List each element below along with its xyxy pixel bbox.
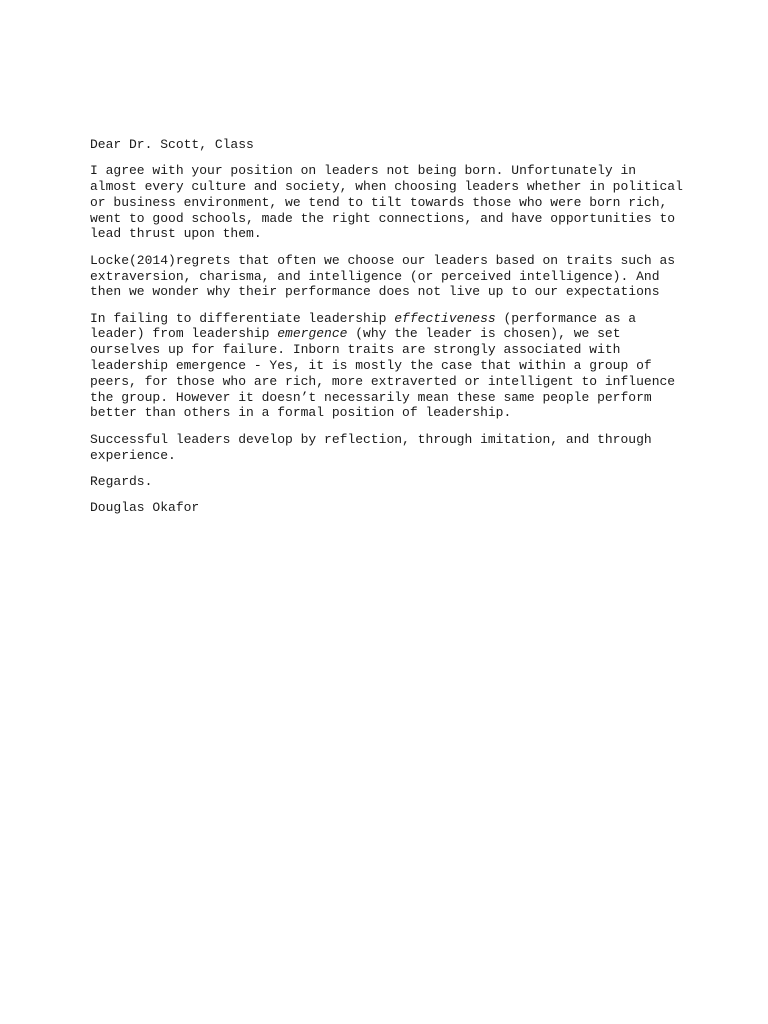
emphasis-effectiveness: effectiveness	[394, 310, 496, 326]
salutation: Dear Dr. Scott, Class	[90, 137, 254, 152]
paragraph-2: Locke(2014)regrets that often we choose our leaders based on traits such as extraversion, charisma, and intelligence (or perceived intelligence). And then we wonder why their performance does not live up to our expectations	[90, 252, 683, 300]
closing: Regards.	[90, 473, 153, 489]
paragraph-3	[90, 311, 690, 422]
paragraph-1: I agree with your position on leaders not being born. Unfortunately in almost every culture and society, when choosing leaders whether in political or business environment, we tend to tilt towards those who were born rich, went to good schools, made the right connections, and have opportunities to lead thrust upon them.	[90, 163, 691, 242]
paragraph-4: Successful leaders develop by reflection, through imitation, and through experience.	[90, 431, 660, 463]
paragraph-3-part-2: (performance as a leader) from leadership	[90, 310, 644, 342]
signature: Douglas Okafor	[90, 500, 200, 516]
paragraph-3-part-3: (why the leader is chosen), we set ourselves up for failure. Inborn traits are strongly associated with leadership emergence - Yes, it is mostly the case that within a group of peers, for those who are rich, more extraverted or intelligent to influence the group. However it doesn’t necessarily mean these same people perform better than others in a formal position of leadership.	[90, 326, 683, 421]
letter-body	[90, 137, 690, 526]
emphasis-emergence: emergence	[277, 326, 348, 342]
paragraph-3-part-1: In failing to differentiate leadership	[90, 310, 395, 326]
